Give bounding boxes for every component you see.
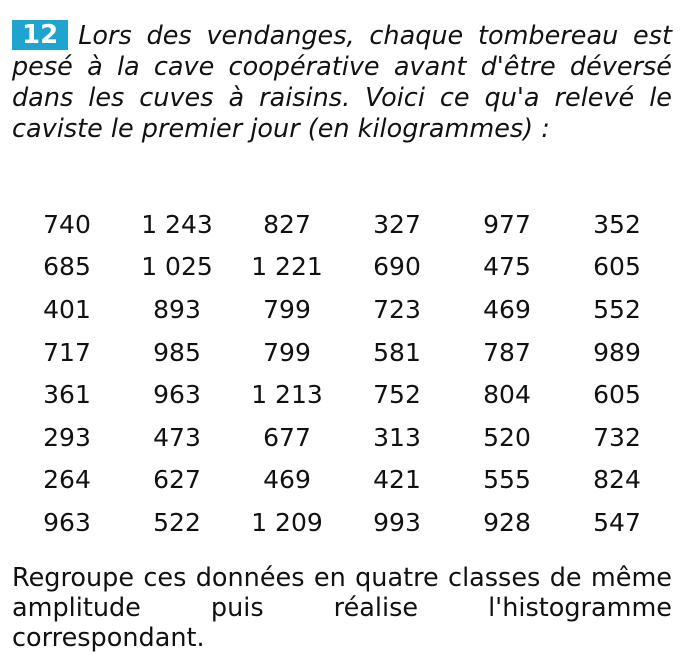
table-cell: 1 243 [141, 209, 213, 239]
table-cell: 555 [483, 465, 531, 495]
table-cell: 723 [373, 294, 421, 324]
table-cell: 605 [593, 380, 641, 410]
exercise-instruction: Regroupe ces données en quatre classes de même amplitude puis réalise l'histogramme correspondant. [12, 563, 672, 653]
table-cell: 1 221 [251, 252, 323, 282]
table-cell: 547 [593, 507, 641, 537]
table-row [12, 203, 672, 246]
table-row [12, 246, 672, 289]
table-cell: 522 [153, 507, 201, 537]
exercise-statement-paragraph [12, 20, 672, 145]
table-cell: 552 [593, 294, 641, 324]
table-cell: 520 [483, 422, 531, 452]
table-cell: 1 209 [251, 507, 323, 537]
table-cell: 293 [43, 422, 91, 452]
table-cell: 605 [593, 252, 641, 282]
data-table-body [12, 203, 672, 544]
table-cell: 799 [263, 294, 311, 324]
table-cell: 827 [263, 209, 311, 239]
table-row [12, 459, 672, 502]
table-cell: 581 [373, 337, 421, 367]
table-cell: 963 [43, 507, 91, 537]
table-cell: 993 [373, 507, 421, 537]
table-row [12, 501, 672, 544]
table-cell: 1 213 [251, 380, 323, 410]
table-cell: 361 [43, 380, 91, 410]
table-cell: 352 [593, 209, 641, 239]
table-row [12, 416, 672, 459]
table-cell: 327 [373, 209, 421, 239]
table-cell: 469 [263, 465, 311, 495]
table-cell: 928 [483, 507, 531, 537]
table-cell: 264 [43, 465, 91, 495]
table-cell: 752 [373, 380, 421, 410]
table-cell: 977 [483, 209, 531, 239]
table-cell: 985 [153, 337, 201, 367]
table-cell: 1 025 [141, 252, 213, 282]
table-cell: 717 [43, 337, 91, 367]
exercise-block [12, 20, 672, 145]
table-cell: 469 [483, 294, 531, 324]
table-row [12, 288, 672, 331]
table-cell: 732 [593, 422, 641, 452]
exercise-number-badge: 12 [12, 20, 68, 50]
table-cell: 740 [43, 209, 91, 239]
table-row [12, 331, 672, 374]
table-row [12, 373, 672, 416]
table-cell: 690 [373, 252, 421, 282]
exercise-statement: Lors des vendanges, chaque tombereau est pesé à la cave coopérative avant d'être déversé dans les cuves à raisins. Voici ce qu'a relevé le caviste le premier jour (en kilogrammes) : [12, 21, 672, 144]
table-cell: 804 [483, 380, 531, 410]
table-cell: 401 [43, 294, 91, 324]
table-cell: 963 [153, 380, 201, 410]
table-cell: 421 [373, 465, 421, 495]
table-cell: 685 [43, 252, 91, 282]
table-cell: 677 [263, 422, 311, 452]
table-cell: 824 [593, 465, 641, 495]
table-cell: 627 [153, 465, 201, 495]
table-cell: 473 [153, 422, 201, 452]
table-cell: 475 [483, 252, 531, 282]
table-cell: 787 [483, 337, 531, 367]
data-table [12, 203, 672, 544]
table-cell: 799 [263, 337, 311, 367]
table-cell: 893 [153, 294, 201, 324]
table-cell: 989 [593, 337, 641, 367]
table-cell: 313 [373, 422, 421, 452]
